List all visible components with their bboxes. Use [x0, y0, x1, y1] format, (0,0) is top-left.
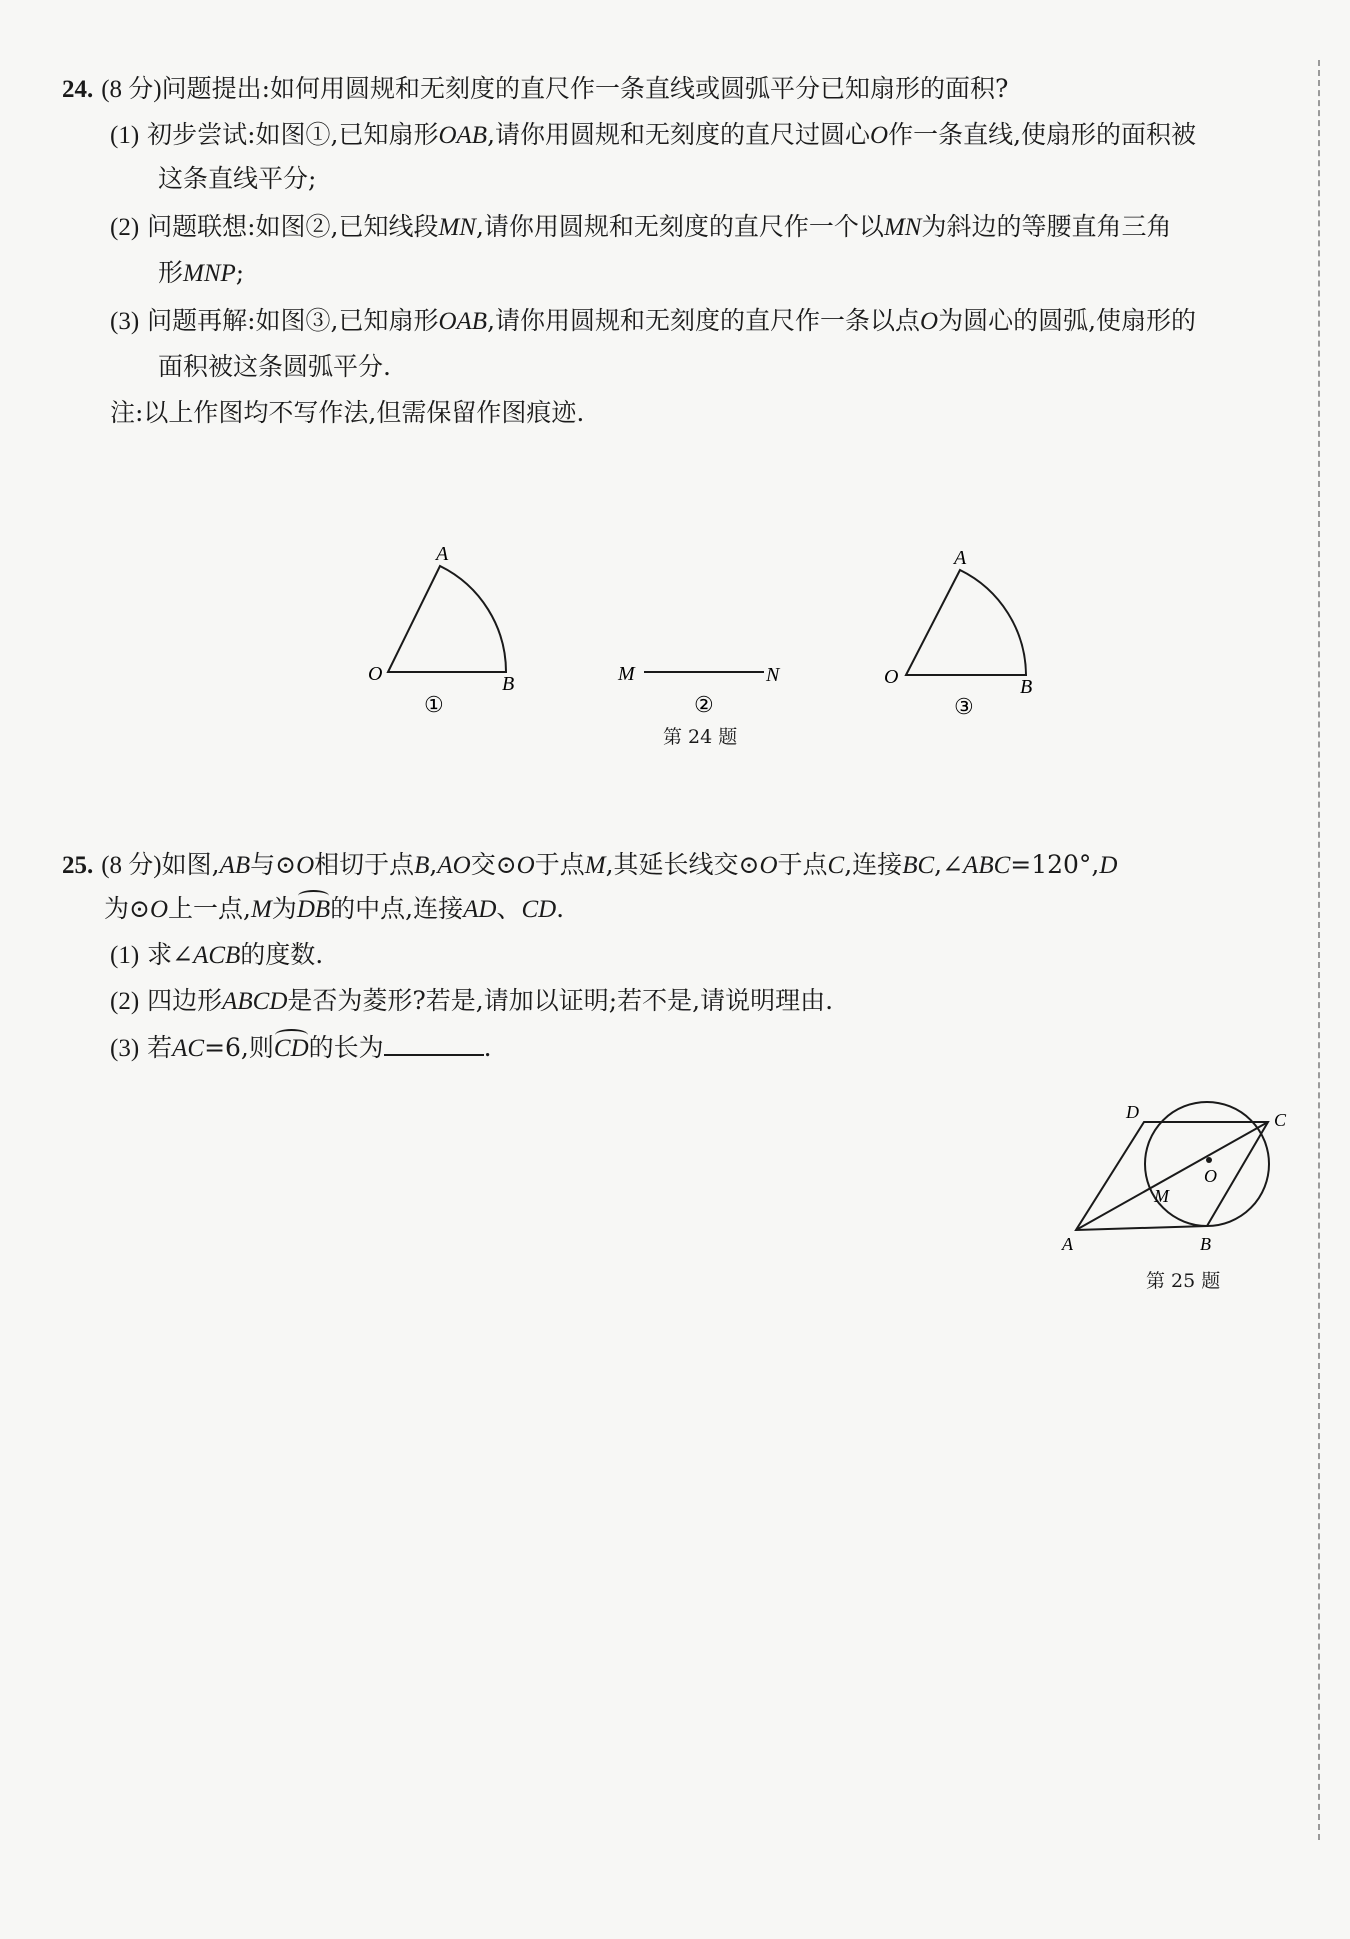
q24-score: (8 分) [101, 76, 162, 103]
label-O: O [368, 663, 383, 685]
q24-part3-line2: 面积被这条圆弧平分. [158, 352, 391, 381]
var-O: O [516, 852, 535, 879]
figure-number-1: ① [424, 692, 444, 717]
q25-text: 交⊙ [470, 850, 517, 879]
q24-figure-2-segment [617, 663, 781, 717]
q24-part1-text-c: 作一条直线,使扇形的面积被 [888, 120, 1197, 149]
q25-text: 四边形 [147, 986, 223, 1015]
label-B: B [502, 673, 515, 695]
q25-text: , [429, 850, 438, 879]
q24-part2-label: (2) [110, 214, 140, 241]
q25-text: 是否为菱形?若是,请加以证明;若不是,请说明理由. [287, 986, 834, 1015]
var-O: O [920, 308, 939, 335]
q24-part2-line2 [158, 256, 244, 291]
var-O: O [296, 852, 315, 879]
q25-text: 上一点, [168, 894, 251, 923]
q24-part2-line2-a: 形 [158, 258, 184, 287]
q24-part1-line2: 这条直线平分; [158, 164, 317, 193]
sector-OAB-shape [388, 566, 506, 672]
q24-part1-text-a: 初步尝试:如图①,已知扇形 [147, 120, 439, 149]
label-N: N [766, 664, 780, 686]
q25-line2 [104, 892, 564, 927]
label-C: C [1274, 1110, 1287, 1130]
var-C: C [827, 852, 845, 879]
var-ABC: ABC [963, 852, 1011, 879]
q25-text: 为 [271, 894, 297, 923]
figure-number-2: ② [694, 692, 714, 717]
var-MN: MN [883, 214, 922, 241]
circle-O [1145, 1102, 1269, 1226]
q25-text: =6,则 [204, 1033, 274, 1062]
q25-text: 与⊙ [250, 850, 297, 879]
q24-part2-line1 [110, 210, 1171, 245]
q25-figure-caption: 第 25 题 [1146, 1270, 1221, 1292]
var-ABCD: ABCD [222, 988, 288, 1015]
q24-part3-line1 [110, 304, 1196, 339]
q24-part2-text-c: 为斜边的等腰直角三角 [921, 212, 1172, 241]
q25-text: 若 [147, 1033, 173, 1062]
arc-CD: CD [274, 1032, 309, 1066]
answer-blank[interactable] [384, 1030, 484, 1056]
var-O: O [759, 852, 778, 879]
q25-text: ,∠ [934, 850, 964, 879]
q25-text: 求∠ [147, 940, 194, 969]
q24-stem [62, 72, 1008, 107]
q25-text: ,连接 [844, 850, 903, 879]
q25-text: 的度数. [240, 940, 324, 969]
var-D: D [1099, 852, 1118, 879]
label-M: M [1154, 1186, 1169, 1206]
var-MNP: MNP [183, 260, 236, 287]
var-AD: AD [463, 896, 497, 923]
q24-part2-text-b: ,请你用圆规和无刻度的直尺作一个以 [475, 212, 884, 241]
q25-part3-label: (3) [110, 1035, 140, 1062]
q25-text: 如图, [161, 850, 220, 879]
q25-text: 为⊙ [104, 894, 150, 923]
label-A: A [1062, 1234, 1073, 1254]
q24-part2-text-a: 问题联想:如图②,已知线段 [147, 212, 439, 241]
q24-figure-3-sector [884, 547, 1032, 719]
label-O: O [1204, 1166, 1217, 1186]
q25-part3 [110, 1030, 492, 1066]
q25-text: 、 [496, 894, 522, 923]
q25-text: . [483, 1033, 492, 1062]
q25-line1 [62, 848, 1117, 883]
var-AB: AB [219, 852, 251, 879]
q25-part2 [110, 984, 833, 1019]
q25-text: . [556, 894, 565, 923]
figure-number-3: ③ [954, 694, 974, 719]
center-point-O [1206, 1157, 1212, 1163]
q25-text: 相切于点 [314, 850, 415, 879]
q24-part3-label: (3) [110, 308, 140, 335]
var-M: M [250, 896, 272, 923]
binding-dashed-line [1318, 60, 1320, 1840]
q25-part1-label: (1) [110, 942, 140, 969]
q25-text: 的长为 [308, 1033, 384, 1062]
label-B: B [1200, 1234, 1211, 1254]
label-A: A [436, 543, 449, 565]
q24-part3-text-b: ,请你用圆规和无刻度的直尺作一条以点 [487, 306, 921, 335]
q24-number: 24. [62, 76, 94, 103]
var-CD: CD [521, 896, 557, 923]
q24-part1-label: (1) [110, 122, 140, 149]
arc-DB: DB [297, 893, 330, 927]
label-B: B [1020, 676, 1033, 698]
q24-figure-1-sector [368, 543, 514, 717]
q24-part1-line1 [110, 118, 1196, 153]
var-O: O [149, 896, 169, 923]
q24-figure-caption: 第 24 题 [663, 726, 738, 748]
segment-AC [1076, 1122, 1268, 1230]
q25-number: 25. [62, 852, 94, 879]
q25-text: 的中点,连接 [330, 894, 464, 923]
label-D: D [1126, 1102, 1139, 1122]
q25-part1 [110, 938, 323, 973]
label-A: A [954, 547, 967, 569]
q24-stem-text: 问题提出:如何用圆规和无刻度的直尺作一条直线或圆弧平分已知扇形的面积? [161, 74, 1009, 103]
var-OAB: OAB [438, 122, 488, 149]
var-AO: AO [437, 852, 471, 879]
label-M: M [618, 663, 635, 685]
q24-part2-line2-b: ; [235, 258, 245, 287]
sector-OAB-shape-3 [906, 570, 1026, 675]
var-OAB: OAB [438, 308, 488, 335]
q25-text: 于点 [777, 850, 828, 879]
label-O: O [884, 666, 899, 688]
q25-part2-label: (2) [110, 988, 140, 1015]
q24-part3-text-c: 为圆心的圆弧,使扇形的 [938, 306, 1197, 335]
q25-text: 于点 [534, 850, 585, 879]
q25-score: (8 分) [101, 852, 162, 879]
q24-note: 注:以上作图均不写作法,但需保留作图痕迹. [110, 398, 585, 427]
var-ACB: ACB [193, 942, 241, 969]
q25-figure [1060, 1090, 1300, 1265]
q24-part1-text-b: ,请你用圆规和无刻度的直尺过圆心 [487, 120, 871, 149]
var-BC: BC [902, 852, 935, 879]
var-B: B [414, 852, 430, 879]
var-O: O [870, 122, 889, 149]
q24-figures [360, 530, 1060, 730]
q24-part3-text-a: 问题再解:如图③,已知扇形 [147, 306, 439, 335]
q25-text: =120°, [1010, 850, 1100, 879]
q25-text: ,其延长线交⊙ [605, 850, 760, 879]
var-MN: MN [438, 214, 476, 241]
var-M: M [584, 852, 606, 879]
var-AC: AC [172, 1035, 205, 1062]
